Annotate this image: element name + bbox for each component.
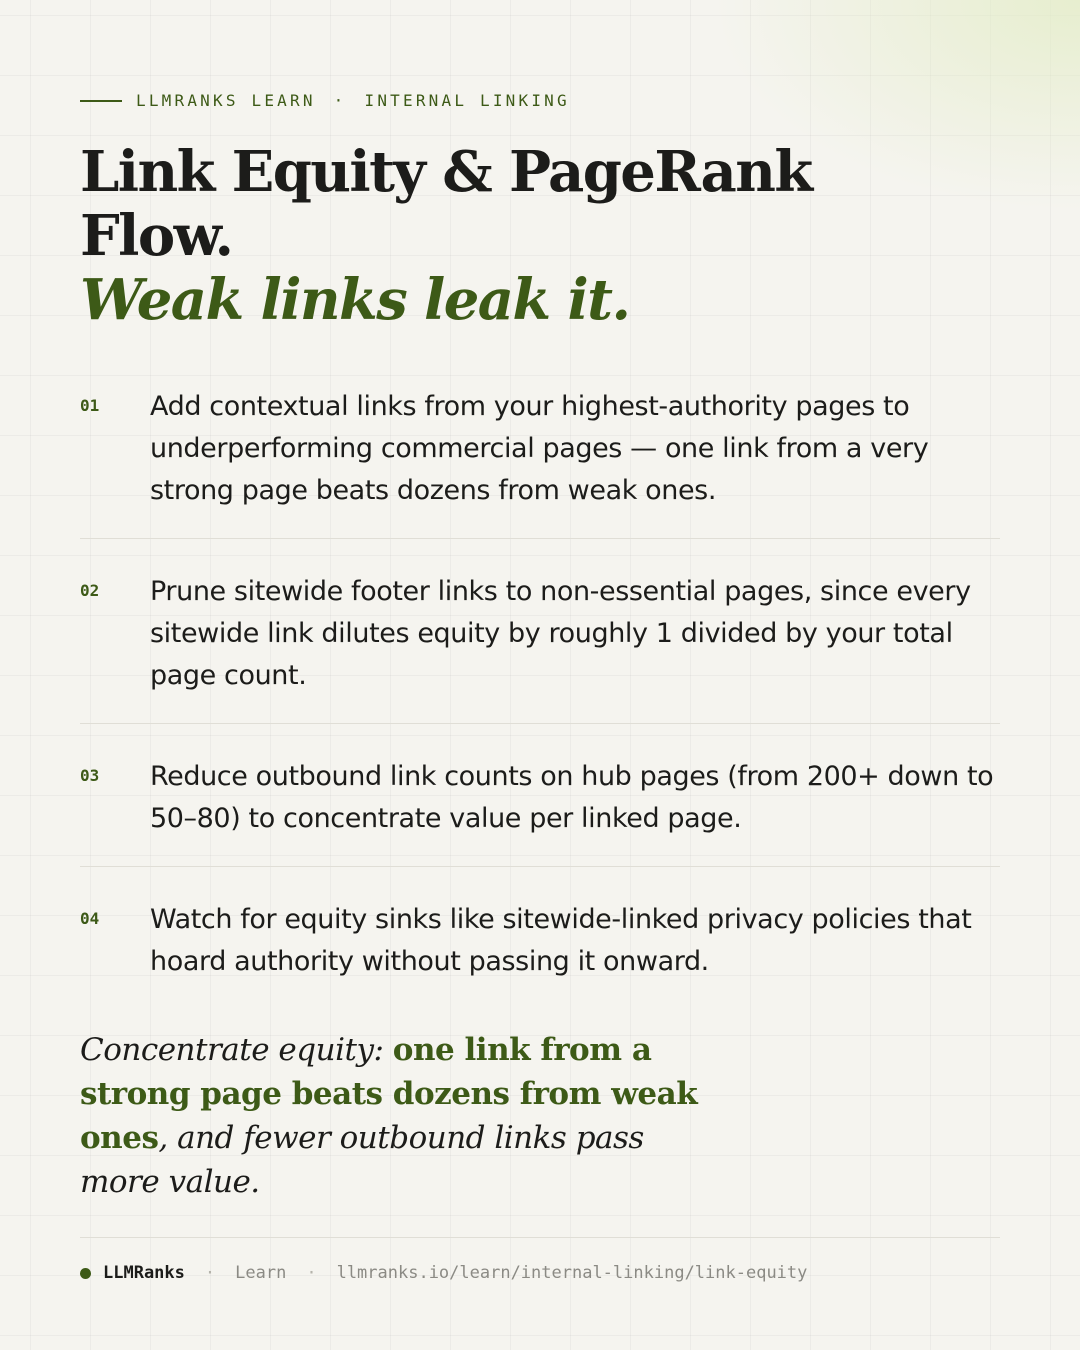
eyebrow-topic: INTERNAL LINKING bbox=[364, 91, 570, 110]
title-accent: Weak links leak it. bbox=[80, 267, 630, 333]
eyebrow-rule bbox=[80, 100, 122, 102]
footer-url[interactable]: llmranks.io/learn/internal-linking/link-equity bbox=[336, 1263, 808, 1283]
brand-dot-icon bbox=[80, 1268, 91, 1279]
item-text: Prune sitewide footer links to non-essential pages, since every sitewide link dilutes equity by roughly 1 divided by your total page count. bbox=[150, 576, 971, 691]
item-number: 03 bbox=[80, 766, 100, 785]
summary-lead: Concentrate equity: bbox=[80, 1032, 393, 1068]
footer-separator: · bbox=[204, 1263, 216, 1283]
footer bbox=[80, 1263, 807, 1283]
item-text: Add contextual links from your highest-authority pages to underperforming commercial pages — one link from a very strong page beats dozens from weak ones. bbox=[150, 391, 929, 506]
eyebrow bbox=[80, 91, 570, 110]
list-item bbox=[80, 754, 1000, 867]
item-number: 04 bbox=[80, 909, 100, 928]
footer-brand: LLMRanks bbox=[103, 1263, 185, 1283]
tips-list bbox=[80, 384, 1000, 1039]
list-item bbox=[80, 569, 1000, 724]
footer-divider bbox=[80, 1237, 1000, 1238]
item-number: 01 bbox=[80, 396, 100, 415]
title-line-2: Flow. bbox=[80, 203, 233, 269]
title-line-1: Link Equity & PageRank bbox=[80, 139, 812, 205]
list-item bbox=[80, 384, 1000, 539]
footer-separator: · bbox=[306, 1263, 317, 1283]
list-item bbox=[80, 897, 1000, 1009]
item-number: 02 bbox=[80, 581, 100, 600]
item-text: Watch for equity sinks like sitewide-linked privacy policies that hoard authority without passing it onward. bbox=[150, 904, 972, 977]
summary-highlight: one link from a strong page beats dozens from weak ones bbox=[80, 1032, 698, 1156]
summary-tail: , and fewer outbound links pass more value. bbox=[80, 1120, 644, 1200]
footer-section: Learn bbox=[235, 1263, 287, 1283]
eyebrow-separator: · bbox=[333, 91, 347, 110]
page-title bbox=[80, 139, 812, 333]
eyebrow-section: LLMRANKS LEARN bbox=[136, 91, 316, 110]
item-text: Reduce outbound link counts on hub pages (from 200+ down to 50–80) to concentrate value per linked page. bbox=[150, 761, 994, 834]
summary-quote bbox=[80, 1028, 730, 1204]
